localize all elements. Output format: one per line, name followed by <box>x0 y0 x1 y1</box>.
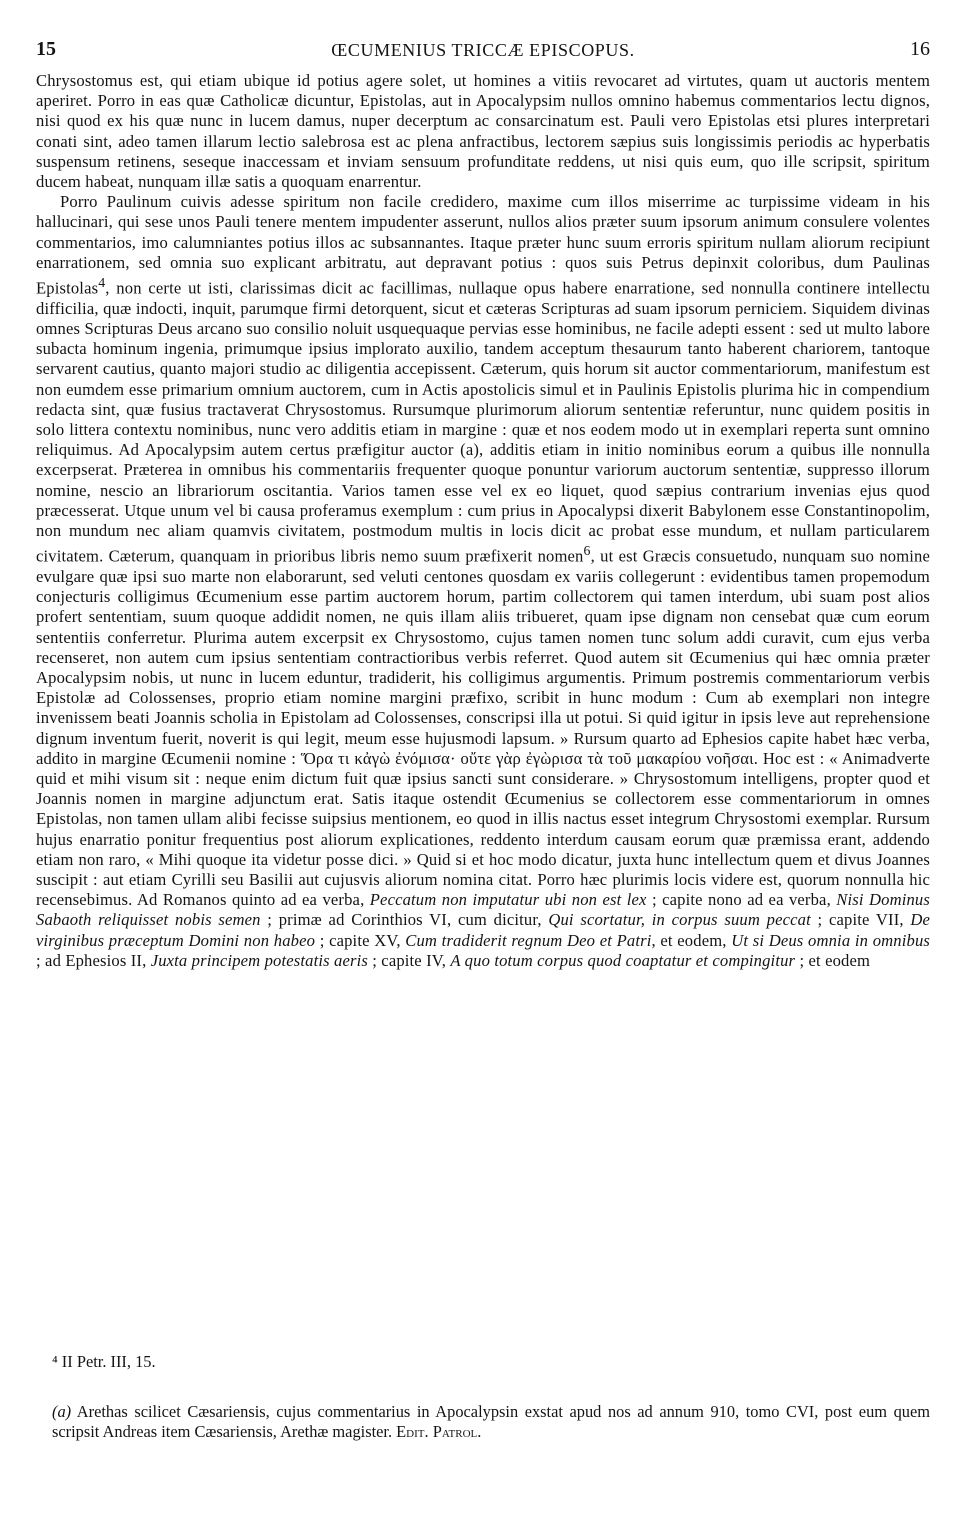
paragraph-1: Chrysostomus est, qui etiam ubique id potius agere solet, ut homines a vitiis revocaret ad virtutes, quam ut auctoris mentem aperiret. Porro in eas quæ Catholicæ dicuntur, Epistolas, aut in Apocalypsim nullos omnino habemus commentarios lectu dignos, nisi quod ex his quæ nunc in lucem damus, nuper decerptum ac consarcinatum est. Pauli vero Epistolas etsi plures interpretari conati sint, adeo tamen illarum lectio salebrosa est ac plena anfractibus, lectorem sæpius suis longissimis periodis ac hyperbatis suspensum retinens, seseque inaccessam et inviam sensuum profunditate reddens, ut nisi quis eum, quo ille scripsit, spiritum ducem habeat, nunquam illæ satis a quoquam enarrentur. <box>36 71 930 192</box>
text-run: Porro Paulinum cuivis adesse spiritum non facile credidero, maxime cum illos miserrime ac turpissime videam in his hallucinari, qui sese unos Pauli tenere mentem impudenter asserunt, nullos alios præter suum ipsorum animum consulere volentes commentarios, imo calumniantes potius illos ac subsannantes. Itaque præter hunc suum erroris spiritum nullam aliorum recipiunt enarrationem, sed omnia suo explicant arbitratu, aut depravant potius : quos suis Petrus depinxit coloribus, dum Paulinas Epistolas <box>36 192 930 298</box>
main-text <box>36 71 930 971</box>
text-run: ; primæ ad Corinthios VI, cum dicitur, <box>260 910 549 930</box>
italic-citation: Nisi Dominus Sabaoth reliquisset nobis semen <box>36 890 930 930</box>
text-run: ; et eodem <box>795 950 871 970</box>
page-number-left: 15 <box>36 38 56 60</box>
footnote-ref: 4 <box>98 275 106 291</box>
italic-citation: De virginibus præceptum Domini non habeo <box>36 910 931 950</box>
footnote-a <box>52 1402 930 1442</box>
text-run: , et eodem, <box>651 930 732 950</box>
italic-citation: Juxta principem potestatis aeris <box>150 950 368 970</box>
text-run: Hoc est : « Animadverte quid et mihi visum sit : neque enim dictum fuit quæ ipsius sancti sunt considerare. » Chrysostomum intelligens, propter quod et Joannis nomen in margine adjunctum erat. Satis itaque ostendit Œcumenius se collectorem esse commentariorum in omnes Epistolas, non tamen ullam alibi fecisse suipsius mentionem, eo quod in illis nactus esset integrum Chrysostomi exemplar. Rursum hujus enarratio ponitur frequentius post aliorum explicationes, reddento interdum causam eorum quæ præmissa erant, addendo etiam non raro, « Mihi quoque ita videtur posse dici. » Quid si et hoc modo dicatur, juxta hunc intellectum quem et divus Joannes suscipit : aut etiam Cyrilli seu Basilii aut cujusvis aliorum nomina citat. Porro hæc plurimis locis videre est, quorum nonnulla hic recensebimus. Ad Romanos quinto ad ea verba, <box>36 748 930 910</box>
text-run: ; capite IV, <box>367 950 451 970</box>
italic-citation: Qui scortatur, in corpus suum peccat <box>548 910 811 930</box>
text-run: ; capite nono ad ea verba, <box>646 890 837 910</box>
greek-quote: Ὅρα τι κἀγὼ ἐνόμισα· οὔτε γὰρ ἐγὼρισα τὰ τοῦ μακαρίου νοῆσαι. <box>300 748 759 768</box>
text-run: , ut est Græcis consuetudo, nunquam suo nomine evulgare quæ ipsi suo marte non elaborarunt, sed veluti centones quosdam ex variis collegerunt : evidentibus tamen propemodum conjecturis colligimus Œcumenium esse partim auctorem horum, partim collectorem qui tamen interdum, ubi suam post alios profert sententiam, suum quoque addidit nomen, ne quis illam aliis tribueret, quam ipse dignam non censebat quæ cum eorum sententiis conferretur. Plurima autem excerpsit ex Chrysostomo, cujus tamen nomen tunc solum addi curavit, cum ejus verba recenseret, non autem cum ipsius sententiam contractioribus verbis referret. Quod autem sit Œcumenius qui hæc omnia præter Apocalypsim nobis, ut nunc in lucem eduntur, tradiderit, his colligimus argumentis. Primum postremis commentariorum verbis Epistolæ ad Colossenses, proprio etiam nomine margini præfixo, scribit in hunc modum : Cum ab exemplari non integre invenissem beati Joannis scholia in Epistolam ad Colossenses, conscripsi illa ut potui. Si quid igitur in ipsis leve aut reprehensione dignum inventum fuerit, noverit is qui legit, meum esse hujusmodi lapsum. » Rursum quarto ad Ephesios capite habet hæc verba, addito in margine Œcumenii nomine : <box>36 546 930 768</box>
note-ref: (a) <box>460 440 480 460</box>
italic-citation: Peccatum non imputatur ubi non est lex <box>369 890 647 910</box>
footnote-1: ⁴ II Petr. III, 15. <box>52 1352 156 1371</box>
text-run: ; capite VII, <box>810 910 911 930</box>
footnote-signature: Edit. Patrol. <box>396 1422 482 1441</box>
footnotes <box>36 1352 930 1442</box>
text-run: ; ad Ephesios II, <box>36 950 151 970</box>
footnote-text: Arethas scilicet Cæsariensis, cujus commentarius in Apocalypsin exstat apud nos ad annum 910, tomo CVI, post eum quem scripsit Andreas item Cæsariensis, Arethæ magister. <box>52 1402 930 1441</box>
page-number-right: 16 <box>910 38 930 60</box>
italic-citation: Ut si Deus omnia in omnibus <box>731 930 930 950</box>
footnote-mark: (a) <box>52 1402 72 1421</box>
footnote-ref: 6 <box>583 543 591 559</box>
paragraph-2 <box>36 192 930 971</box>
text-run: , non certe ut isti, clarissimas dicit ac facillimas, nullaque opus habere enarratione, sed nonnulla continere intellectu difficilia, quæ indocti, inquit, parumque firmi detorquent, sicut et cæteras Scripturas ad suam ipsorum perniciem. Siquidem divinas omnes Scripturas Deus arcano suo consilio noluit usquequaque pervias esse hominibus, ne facile adepti essent : sed ut multo labore subacta hominum ingenia, primumque ipsius implorato auxilio, tandem acceptum thesaurum tanto haberent chariorem, tantoque servarent cautius, quanto majori studio ac diligentia accepissent. Cæterum, quis horum sit auctor commentariorum, manifestum est non eumdem esse primarium omnium auctorem, cum in Actis apostolicis simul et in Paulinis Epistolis plurima hic in compendium redacta sint, quæ fusius tractaverat Chrysostomus. Rursumque plurimorum aliorum sententiæ referuntur, nunc quidem positis in solo littera contextu nominibus, nunc vero additis etiam in margine : quæ et nos eodem modo ut in exemplari reperta sunt omnino reliquimus. Ad Apocalypsim autem certus præfigitur auctor <box>36 278 930 460</box>
page-header <box>36 38 930 68</box>
text-run: ; capite XV, <box>315 930 406 950</box>
italic-citation: A quo totum corpus quod coaptatur et compingitur <box>450 950 796 970</box>
running-title: ŒCUMENIUS TRICCÆ EPISCOPUS. <box>331 40 635 60</box>
italic-citation: Cum tradiderit regnum Deo et Patri <box>405 930 652 950</box>
text-run: , additis etiam in initio nominibus eorum a quibus ille nonnulla excerpserat. Præterea in omnibus his commentariis frequenter quoque ponuntur variorum auctorum sententiæ, suppresso illorum nomine, nescio an librariorum oscitantia. Varios tamen esse vel ex eo liquet, quod sæpius contrarium invenias ejus quod præcesserat. Utque unum vel bi causa proferamus exemplum : cum prius in Apocalypsi dixerit Babylonem esse Constantinopolim, non mundum nec aliam quamvis civitatem, postmodum multis in locis dicit ac probat esse mundum, et nullam particularem civitatem. Cæterum, quanquam in prioribus libris nemo suum præfixerit nomen <box>36 440 930 566</box>
